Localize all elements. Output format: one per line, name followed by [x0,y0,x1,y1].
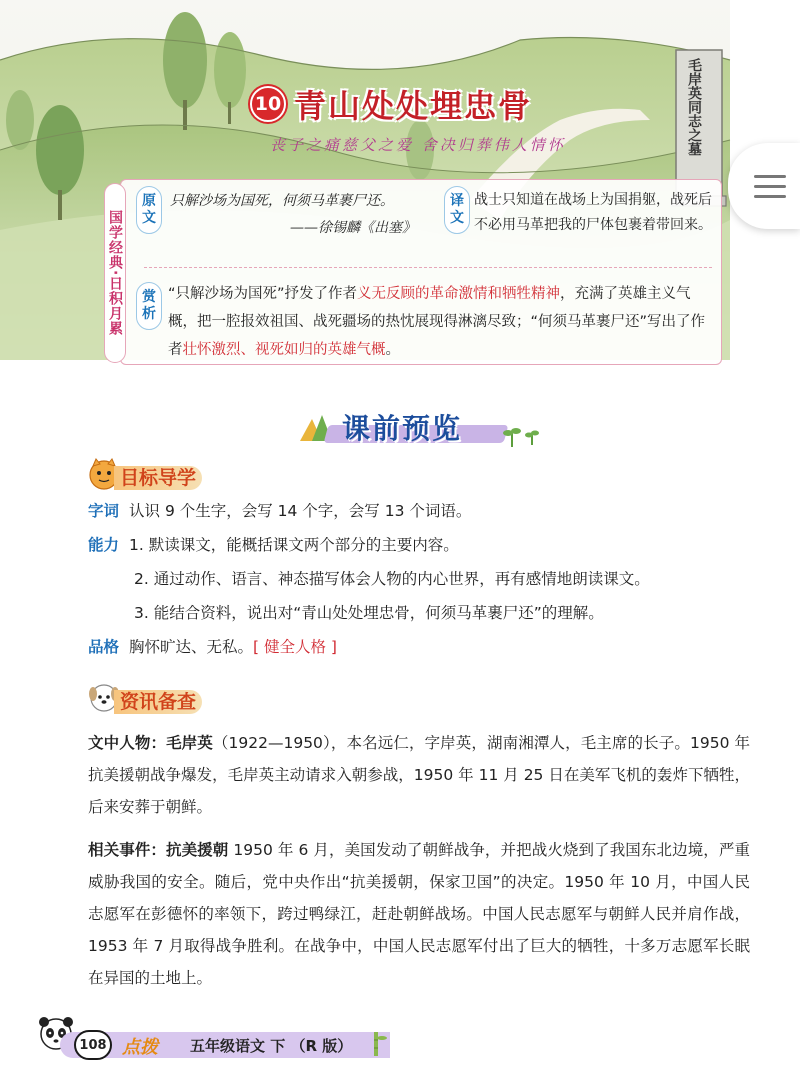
info-header [86,684,246,716]
sprout-icon [502,419,542,449]
page-number: 108 [74,1030,112,1060]
appreciation-part: “只解沙场为国死”抒发了作者 [168,286,358,302]
goal-item-ability-3: 3. 能结合资料，说出对“青山处处埋忠骨，何须马革裹尸还”的理解。 [134,604,604,622]
goals-header [86,460,246,492]
appreciation-highlight: 义无反顾的革命激情和牺牲精神 [357,286,561,302]
goal-tag: [ 健全人格 ] [253,638,337,656]
goal-text: 认识 9 个生字，会写 14 个字，会写 13 个词语。 [129,502,472,520]
lesson-title [250,82,532,126]
appreciation-part: 。 [385,342,400,358]
info-heading: 资讯备查 [120,691,197,713]
lesson-number: 10 [250,86,286,122]
translation-text: 战士只知道在战场上为国捐躯，战死后不必用马革把我的尸体包裹着带回来。 [474,192,712,233]
appreciation-highlight: 壮怀激烈、视死如归的英雄气概 [182,342,386,358]
stele-inscription: 毛岸英同志之墓 [686,58,702,156]
goals-heading: 目标导学 [120,467,197,489]
info-person-text: （1922—1950），本名远仁，字岸英，湖南湘潭人，毛主席的长子。1950 年抗美援朝战争爆发，毛岸英主动请求入朝参战，1950 年 11 月 25 日在美军飞机的轰炸下牺牲，后来安葬于朝鲜。 [88,734,750,816]
menu-icon-line [754,195,786,198]
goal-text: 胸怀旷达、无私。 [129,638,254,656]
info-person-label: 文中人物：毛岸英 [88,734,213,752]
preview-heading: 课前预览 [342,412,463,445]
translation-badge [444,186,470,234]
translation-badge-char: 译 [450,193,464,209]
menu-icon-line [754,185,786,188]
bamboo-icon [368,1030,388,1058]
original-line-2: ——徐锡麟《出塞》 [290,220,416,236]
info-person-paragraph [88,727,750,823]
page-footer [0,1014,800,1074]
goal-item-ability-2: 2. 通过动作、语言、神态描写体会人物的内心世界，再有感情地朗读课文。 [134,570,650,588]
original-badge [136,186,162,234]
goal-text: 1. 默读课文，能概括课文两个部分的主要内容。 [129,536,459,554]
info-event-label: 相关事件：抗美援朝 [88,841,229,859]
classic-side-tag: 国学经典·日积月累 [104,183,126,363]
menu-icon [754,175,786,178]
appreciation-badge-char: 赏 [142,289,156,305]
goal-item-character [88,635,748,657]
preview-section-header [296,405,556,449]
footer-brand: 点拨 [122,1037,158,1058]
appreciation-badge-char: 析 [142,306,156,322]
goal-item-ability-1 [88,533,748,555]
goal-key: 能力 [88,536,120,554]
lesson-subtitle: 丧子之痛慈父之爱 舍决归葬伟人情怀 [270,136,566,154]
info-event-text: 1950 年 6 月，美国发动了朝鲜战争，并把战火烧到了我国东北边境，严重威胁我国的安全。随后，党中央作出“抗美援朝，保家卫国”的决定。1950 年 10 月，中国人民志愿军在彭德怀的率领下，跨过鸭绿江，赶赴朝鲜战场。中国人民志愿军与朝鲜人民并肩作战，1953 年 7 月取得战争胜利。在战争中，中国人民志愿军付出了巨大的牺牲，十多万志愿军长眠在异国的土地上。 [88,841,750,987]
footer-book-title: 五年级语文 下 （R 版） [190,1037,353,1055]
original-badge-char: 原 [142,193,156,209]
goal-item-words [88,499,748,521]
translation-badge-char: 文 [450,210,464,226]
info-event-paragraph [88,834,750,994]
goal-key: 品格 [88,638,120,656]
side-menu-tab[interactable] [728,143,800,229]
original-line-1: 只解沙场为国死，何须马革裹尸还。 [170,193,394,209]
dashed-divider [144,267,712,268]
goal-key: 字词 [88,502,120,520]
appreciation-text [168,280,716,364]
appreciation-badge [136,282,162,330]
appreciation-part: ，充满了英雄主义气概，把一腔报效祖国、战死疆场的热忱展现得淋漓尽致；“何须马革裹尸还”写出了作者 [168,286,706,358]
lesson-title-text: 青山处处埋忠骨 [294,87,533,125]
original-badge-char: 文 [142,210,156,226]
